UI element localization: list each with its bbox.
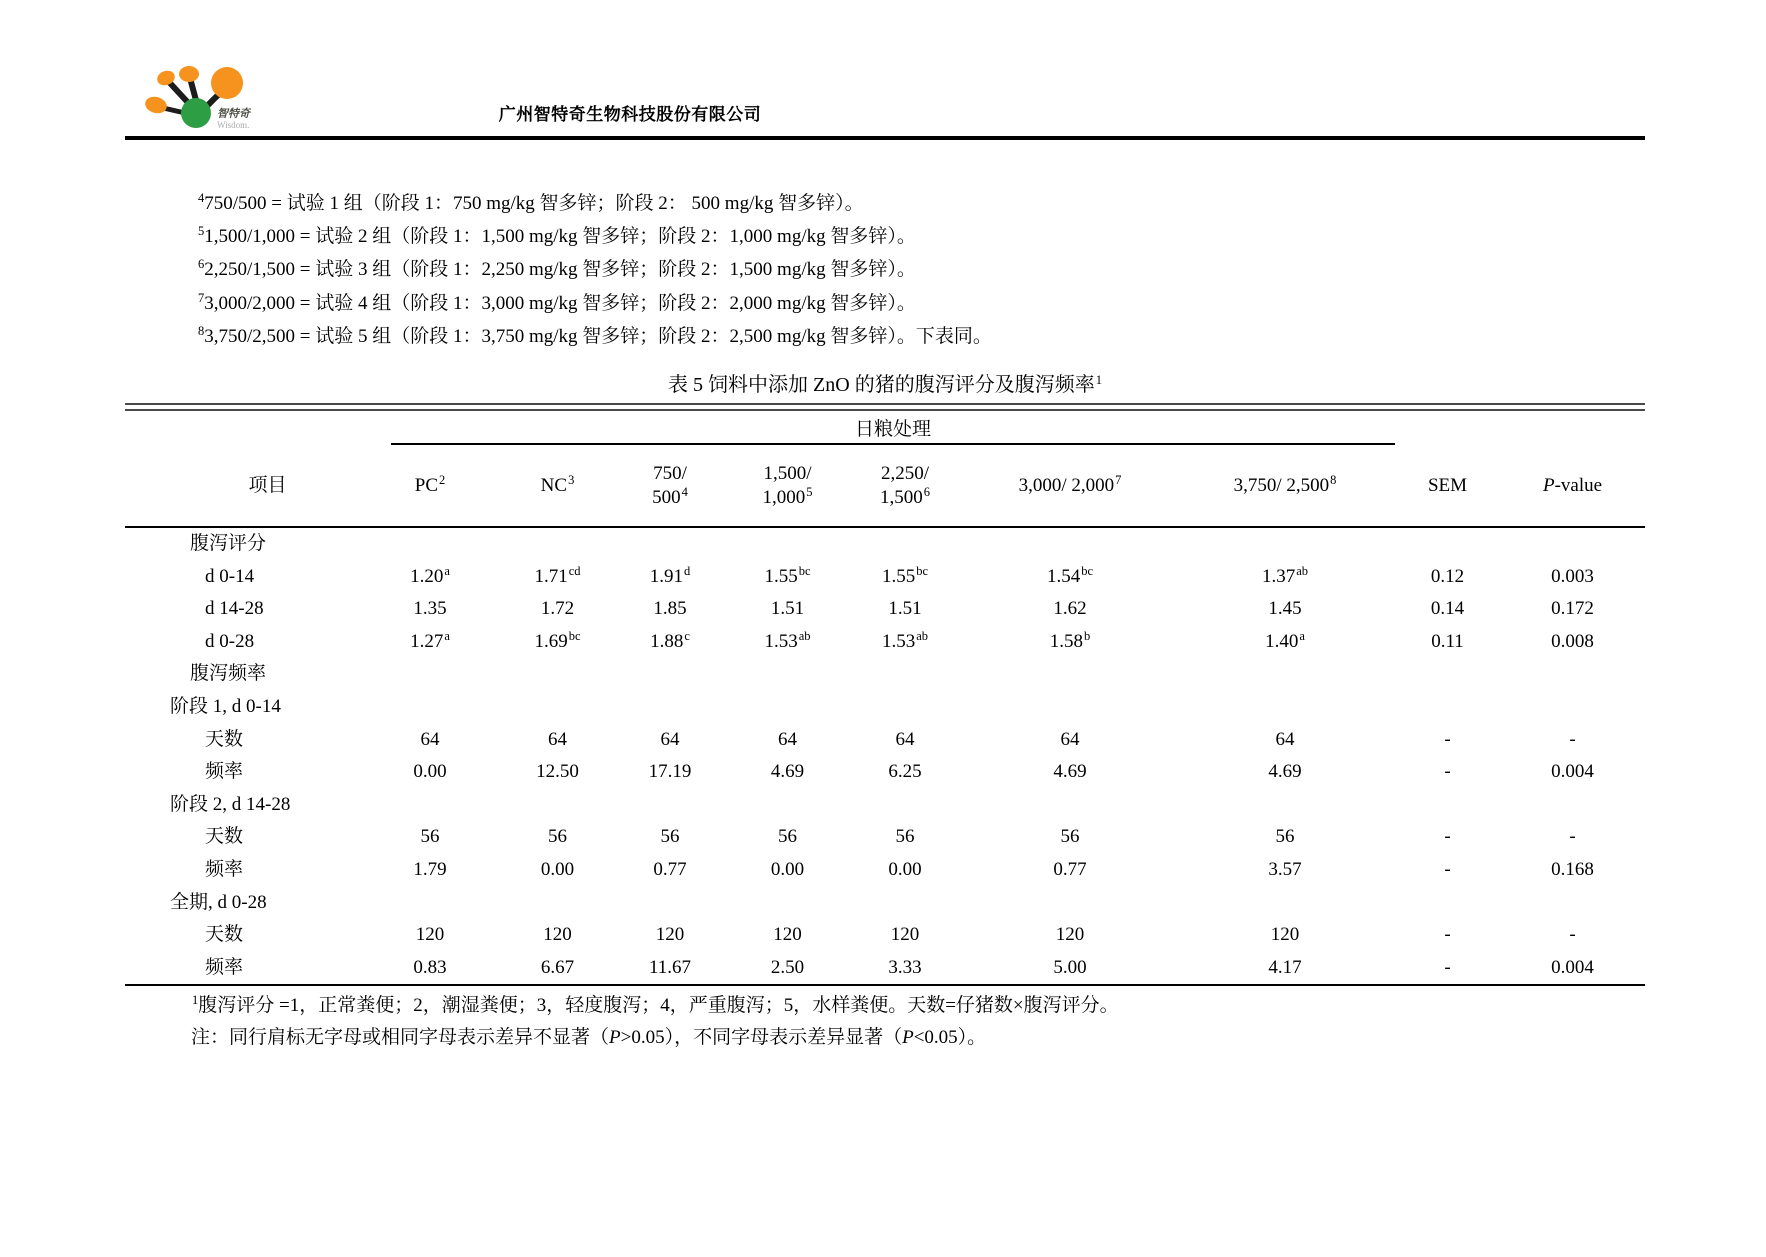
cell-value: 0.00 — [413, 761, 447, 783]
cell-value: - — [1444, 956, 1451, 978]
column-header-1: $PC^2$ — [414, 472, 446, 496]
table-title-text: 表 5 饲料中添加 ZnO 的猪的腹泻评分及腹泻频率 — [668, 374, 1095, 396]
cell-value: 0.14 — [1430, 598, 1465, 620]
cell-value: 1.35 — [413, 598, 447, 620]
cell-value: 56 — [660, 826, 680, 848]
column-header-2: $NC^3$ — [540, 472, 575, 496]
table-body — [125, 528, 1645, 984]
row-label: d 0-14 — [205, 565, 255, 587]
cell-value: 0.004 — [1551, 956, 1594, 978]
column-header-6: 3,000/ 2,000$^7$ — [1018, 472, 1122, 496]
cell-value: 56 — [778, 826, 797, 848]
column-header-4: 1,500/ 1,000$^5$ — [762, 462, 813, 508]
cell-value: 1.53$^{ab}$ — [881, 628, 929, 652]
cell-value: - — [1569, 728, 1576, 750]
cell-value: 120 — [1270, 924, 1300, 946]
footnote-sup: 8 — [198, 323, 205, 338]
cell-value: 64 — [660, 728, 680, 750]
logo-text-cn: 智特奇 — [217, 108, 250, 120]
cell-value: 1.62 — [1053, 598, 1087, 620]
cell-value: 120 — [655, 924, 685, 946]
note-text: >0.05），不同字母表示差异显著（ — [620, 1027, 903, 1049]
row-label: 阶段 1, d 0-14 — [170, 695, 281, 717]
row-label: d 14-28 — [205, 598, 264, 620]
cell-value: 1.72 — [540, 598, 575, 620]
cell-value: - — [1444, 924, 1451, 946]
footnote-line-8: $^8$3,750/2,500 = 试验 5 组（阶段 1：3,750 mg/kg 智多锌；阶段 2：2,500 mg/kg 智多锌）。下表同。 — [198, 323, 992, 347]
cell-value: 0.003 — [1551, 565, 1594, 587]
cell-value: 1.55$^{bc}$ — [881, 563, 929, 587]
table-row — [125, 658, 1645, 691]
cell-value: - — [1444, 728, 1451, 750]
cell-value: 1.91$^d$ — [649, 563, 691, 587]
table-title-sup: 1 — [1095, 373, 1102, 387]
cell-value: 0.77 — [653, 858, 687, 880]
logo-text-en: Wisdom. — [217, 120, 250, 130]
table-row — [125, 789, 1645, 822]
footnote-line-5: $^5$1,500/1,000 = 试验 2 组（阶段 1：1,500 mg/kg 智多锌；阶段 2：1,000 mg/kg 智多锌）。 — [198, 224, 916, 248]
note-italic-p: P — [609, 1027, 621, 1049]
cell-value: 0.11 — [1431, 630, 1464, 652]
cell-value: 17.19 — [648, 761, 692, 783]
footnote-1-text: 腹泻评分 =1，正常粪便；2，潮湿粪便；3，轻度腹泻；4，严重腹泻；5，水样粪便。天数=仔猪数×腹泻评分。 — [198, 995, 1119, 1017]
cell-value: 5.00 — [1053, 956, 1087, 978]
column-header-7: 3,750/ 2,500$^8$ — [1233, 472, 1337, 496]
table-row — [125, 561, 1645, 594]
footnote-sup: 7 — [198, 290, 205, 305]
row-label: 全期, d 0-28 — [170, 891, 267, 913]
cell-value: 120 — [890, 924, 920, 946]
cell-value: 64 — [548, 728, 567, 750]
cell-value: 1.71$^{cd}$ — [534, 563, 581, 587]
cell-value: 3.57 — [1268, 858, 1302, 880]
cell-value: 4.69 — [1053, 761, 1087, 783]
cell-value: 120 — [543, 924, 572, 946]
cell-value: 1.69$^{bc}$ — [534, 628, 581, 652]
table-row — [125, 952, 1645, 985]
cell-value: 2.50 — [770, 956, 805, 978]
table-row — [125, 887, 1645, 920]
cell-value: 56 — [548, 826, 567, 848]
cell-value: 120 — [1055, 924, 1085, 946]
cell-value: 1.53$^{ab}$ — [764, 628, 811, 652]
footnote-line-4: $^4$750/500 = 试验 1 组（阶段 1：750 mg/kg 智多锌；阶段 2： 500 mg/kg 智多锌）。 — [198, 191, 864, 214]
table-row — [125, 691, 1645, 724]
company-logo-icon — [143, 64, 288, 134]
cell-value: 4.69 — [1268, 761, 1302, 783]
table-row — [125, 528, 1645, 561]
table-footnotes — [125, 990, 1645, 1054]
cell-value: 64 — [1060, 728, 1080, 750]
cell-value: 0.77 — [1053, 858, 1087, 880]
cell-value: 120 — [415, 924, 445, 946]
cell-value: - — [1444, 826, 1451, 848]
table-bottom-rule — [125, 984, 1645, 986]
table-row — [125, 821, 1645, 854]
cell-value: 12.50 — [536, 761, 579, 783]
row-label: 频率 — [205, 761, 244, 783]
row-label: 频率 — [205, 956, 244, 978]
cell-value: - — [1444, 858, 1451, 880]
diet-treatment-spanner: 日粮处理 — [391, 411, 1395, 445]
table-row — [125, 626, 1645, 659]
footnote-1-sup: 1 — [192, 993, 199, 1008]
cell-value: 6.25 — [888, 761, 922, 783]
top-footnotes — [197, 187, 992, 353]
table-note — [191, 1022, 1645, 1054]
column-header-8: SEM — [1427, 474, 1468, 496]
row-label: d 0-28 — [205, 630, 255, 652]
table-row — [125, 919, 1645, 952]
company-name: 广州智特奇生物科技股份有限公司 — [498, 105, 762, 124]
cell-value: 1.40$^a$ — [1265, 628, 1305, 652]
cell-value: 64 — [895, 728, 915, 750]
column-header-0: 项目 — [248, 474, 287, 496]
footnote-line-7: $^7$3,000/2,000 = 试验 4 组（阶段 1：3,000 mg/kg 智多锌；阶段 2：2,000 mg/kg 智多锌）。 — [198, 290, 916, 314]
row-label: 阶段 2, d 14-28 — [170, 793, 291, 815]
row-label: 天数 — [205, 826, 244, 848]
cell-value: 1.51 — [770, 598, 805, 620]
cell-value: 1.37$^{ab}$ — [1261, 563, 1309, 587]
cell-value: 56 — [1060, 826, 1080, 848]
spanner-row — [125, 411, 1645, 445]
column-header-row — [125, 445, 1645, 528]
row-label: 天数 — [205, 728, 244, 750]
table-title — [125, 368, 1645, 397]
cell-value: 1.55$^{bc}$ — [764, 563, 811, 587]
cell-value: 1.79 — [413, 858, 447, 880]
cell-value: 0.00 — [540, 858, 575, 880]
footnote-sup: 6 — [198, 257, 205, 272]
header-rule — [125, 136, 1645, 140]
table-row — [125, 724, 1645, 757]
cell-value: - — [1569, 826, 1576, 848]
row-label: 腹泻频率 — [190, 663, 267, 685]
cell-value: 1.45 — [1268, 598, 1302, 620]
cell-value: 1.58$^b$ — [1049, 628, 1091, 652]
cell-value: 56 — [420, 826, 440, 848]
cell-value: 4.17 — [1268, 956, 1302, 978]
cell-value: - — [1444, 761, 1451, 783]
cell-value: 3.33 — [888, 956, 922, 978]
column-header-9: P-value — [1542, 474, 1603, 496]
column-header-5: 2,250/ 1,500$^6$ — [880, 462, 930, 508]
cell-value: 1.85 — [653, 598, 687, 620]
row-label: 频率 — [205, 858, 244, 880]
note-text: <0.05）。 — [913, 1027, 987, 1049]
table-row — [125, 593, 1645, 626]
row-label: 腹泻评分 — [190, 533, 267, 554]
cell-value: 64 — [420, 728, 440, 750]
cell-value: 64 — [1275, 728, 1295, 750]
cell-value: 0.004 — [1551, 761, 1594, 783]
cell-value: 1.20$^a$ — [410, 563, 450, 587]
table-row — [125, 854, 1645, 887]
cell-value: 56 — [895, 826, 915, 848]
footnote-sup: 5 — [198, 224, 205, 239]
cell-value: 64 — [778, 728, 797, 750]
cell-value: 0.12 — [1430, 565, 1465, 587]
cell-value: 4.69 — [770, 761, 805, 783]
note-text: 注：同行肩标无字母或相同字母表示差异不显著（ — [191, 1027, 610, 1049]
table-footnote-1 — [191, 990, 1645, 1022]
column-header-3: 750/ $500^4$ — [652, 462, 688, 508]
note-italic-p: P — [902, 1027, 914, 1049]
footnote-sup: 4 — [198, 191, 205, 205]
footnote-line-6: $^6$2,250/1,500 = 试验 3 组（阶段 1：2,250 mg/kg 智多锌；阶段 2：1,500 mg/kg 智多锌）。 — [198, 257, 916, 281]
cell-value: 1.27$^a$ — [410, 628, 450, 652]
cell-value: 0.168 — [1551, 858, 1594, 880]
cell-value: 1.54$^{bc}$ — [1046, 563, 1094, 587]
cell-value: 6.67 — [540, 956, 575, 978]
table-top-rule — [125, 403, 1645, 411]
cell-value: 0.00 — [888, 858, 922, 880]
data-table — [125, 403, 1645, 1054]
cell-value: 1.51 — [888, 598, 922, 620]
cell-value: 120 — [773, 924, 802, 946]
cell-value: 0.008 — [1551, 630, 1594, 652]
cell-value: 0.172 — [1551, 598, 1594, 620]
cell-value: 11.67 — [648, 956, 692, 978]
cell-value: 56 — [1275, 826, 1295, 848]
row-label: 天数 — [205, 924, 244, 946]
cell-value: 0.00 — [770, 858, 805, 880]
cell-value: 0.83 — [413, 956, 447, 978]
cell-value: 1.88$^c$ — [650, 628, 690, 652]
table-row — [125, 756, 1645, 789]
cell-value: - — [1569, 924, 1576, 946]
